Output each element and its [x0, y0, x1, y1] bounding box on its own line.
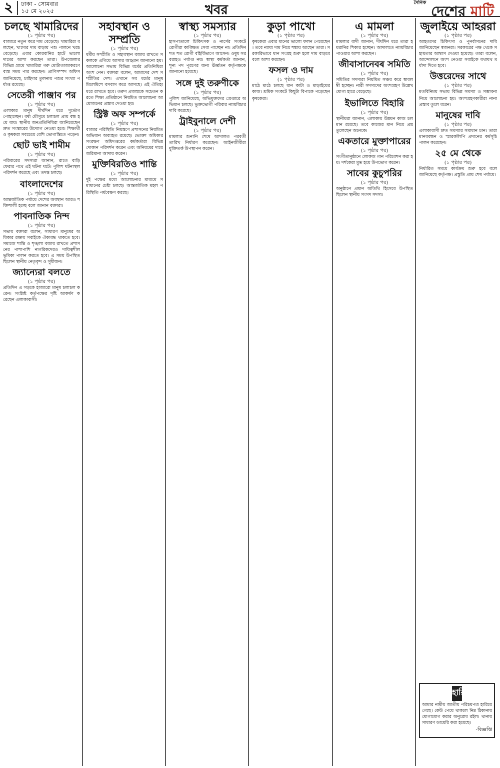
article-headline: স্ট্রিক্ট অফ সম্পর্কে [93, 109, 156, 120]
article-headline: স্বাস্থ্য সমস্যার [178, 20, 237, 33]
article-headline: একতারে মুক্তাপারের [338, 136, 411, 147]
article-body: নির্ধারিত সময়ে কার্যক্রম শুরু হবে বলে জানিয়েছে কর্তৃপক্ষ। প্রস্তুতি প্রায় শেষ পর্যায়ে। [419, 167, 497, 179]
column-1 [3, 18, 80, 766]
article-body: বাজার পরিস্থিতি নিয়ন্ত্রণে প্রশাসনের নিয়মিত অভিযান অব্যাহত রয়েছে। ভোক্তা অধিকার সংরক্ষণ অধিদপ্তরের কর্মকর্তারা বিভিন্ন দোকান পরিদর্শন করেন এবং অনিয়মের দায়ে জরিমানা আদায় করেন। [86, 127, 163, 158]
article [3, 20, 80, 89]
article-headline: জ্যান্যেরা বলতে [12, 268, 71, 279]
article-headline: চলছে খামারিদের [4, 20, 79, 33]
article [336, 169, 413, 199]
article-headline: উত্তরেদের সাথে [429, 72, 487, 83]
article-headline: সেতেরী পাঞ্জাব পর [7, 90, 76, 101]
article-body: কৃষকেরা এবার ধানের ভালো ফলন পেয়েছেন। তবে ন্যায্য দাম নিয়ে শঙ্কায় আছেন তারা। সরকারিভাবে ধান সংগ্রহ শুরু হলে দাম বাড়বে বলে আশা করছেন। [252, 40, 330, 64]
article [3, 141, 80, 177]
column-5 [336, 18, 413, 766]
brand-name: দেশের [431, 4, 466, 20]
article-headline: জীবাসানেবৰ সমিতি [338, 60, 411, 71]
article-headline: ২৫ মে থেকে [435, 149, 481, 160]
article-body: সমিতির সদস্যরা নিয়মিত সঞ্চয় করে স্বাবলম্বী হচ্ছেন। নারী সদস্যদের অংশগ্রহণ উল্লেখযোগ্য হারে বেড়েছে। [336, 78, 413, 96]
date-line-1: ঢাকা - সোমবার [21, 1, 59, 8]
article [336, 20, 413, 58]
article-continuation: (১ পৃষ্ঠার পর) [27, 152, 56, 159]
article-headline: জুলাইয়ে আহররা [420, 20, 496, 33]
article [169, 79, 246, 115]
article [419, 111, 497, 147]
article-body: প্রতিদিন এ সড়কে হাজারো মানুষ চলাচল করেন। সংশ্লিষ্ট কর্তৃপক্ষের দৃষ্টি আকর্ষণ করেছেন এলাকাবাসী। [3, 286, 80, 304]
article-body: ধর্মীয় সম্প্রীতি ও সহাবস্থান বজায় রাখতে সকলকে এগিয়ে আসার আহ্বান জানানো হয়। আলোচনা সভায় বিভিন্ন ধর্মের প্রতিনিধিরা অংশ নেন। বক্তারা বলেন, আমাদের দেশ সম্প্রীতির দেশ। এখানে সব ধর্মের মানুষ মিলেমিশে বসবাস করে আসছে। এই ঐতিহ্য ধরে রাখতে হবে। তরুণ প্রজন্মকে সচেতন করতে শিক্ষা প্রতিষ্ঠানে নিয়মিত আলোচনা আয়োজনের প্রস্তাব দেওয়া হয়। [86, 53, 163, 107]
notice-title: হারিয়েছে [452, 686, 462, 701]
article-body: এলাকার মানুষ দীর্ঘদিন ধরে দুর্ভোগ পোহাচ্ছেন। বর্ষা মৌসুমে চলাচল প্রায় বন্ধ হয়ে যায়। স্থানীয় জনপ্রতিনিধিরা জানিয়েছেন দ্রুত সংস্কারের উদ্যোগ নেওয়া হবে। শিক্ষার্থী ও কৃষকরা সবচেয়ে বেশি ভোগান্তিতে পড়েন। [3, 108, 80, 139]
article-headline: ট্রাইবুনালে দেশী [179, 116, 236, 127]
article-continuation: (১ পৃষ্ঠার পর) [360, 33, 389, 39]
notice-text: আমার নামীয় জাতীয় পরিচয়পত্র হারিয়ে গেছে। কেউ পেয়ে থাকলে নিম্ন ঠিকানায় যোগাযোগ করার অনুরোধ রইল। থানায় সাধারণ ডায়েরি করা হয়েছে। [422, 703, 492, 727]
article-continuation: (১ পৃষ্ঠার পর) [360, 147, 389, 154]
article-body: স্থানীয়রা জানান, এলাকায় উন্নয়ন কাজ চলমান রয়েছে। তবে কাজের মান নিয়ে প্রশ্ন তুলেছেন অনেকে। [336, 116, 413, 134]
article [252, 20, 330, 64]
notice-frame [419, 683, 495, 738]
article-headline: ফসল ও দাম [268, 66, 314, 77]
notice-signature: -বিজ্ঞপ্তি [475, 727, 492, 734]
article-body: হাসপাতালে চিকিৎসক ও নার্সের সংকটে রোগীরা কাঙ্ক্ষিত সেবা পাচ্ছেন না। প্রতিদিন শত শত রোগী বহির্বিভাগে আসেন। ওষুধ সরবরাহও পর্যাপ্ত নয়। স্বাস্থ্য কর্মকর্তা জানান, শূন্য পদ পূরণের জন্য ঊর্ধ্বতন কর্তৃপক্ষকে জানানো হয়েছে। [169, 40, 246, 76]
article-continuation: (১ পৃষ্ঠার পর) [193, 33, 222, 39]
article-body: সংগীতানুষ্ঠানে লোকজ গান পরিবেশন করা হয়। দর্শকেরা মুগ্ধ হয়ে উপভোগ করেন। [336, 154, 413, 166]
column-rule [82, 18, 83, 766]
brand-prefix: দৈনিক [413, 0, 427, 6]
column-4 [252, 18, 330, 766]
article [419, 20, 497, 70]
article [336, 99, 413, 135]
article-body: এলাকাবাসী দ্রুত সমস্যার সমাধান চান। তারা মানববন্ধন ও স্মারকলিপি প্রদানের কর্মসূচি পালন করেছেন। [419, 128, 497, 146]
article-headline: বাংলাদেশের [19, 179, 64, 190]
article-body: অনুষ্ঠানে প্রধান অতিথি হিসেবে উপস্থিত ছিলেন স্থানীয় সংসদ সদস্য। [336, 187, 413, 199]
article-headline: সাবের কুচুপরির [346, 169, 402, 180]
article [86, 110, 163, 158]
article-headline: মুক্তিবিরতিও শান্তি [92, 160, 157, 171]
article [3, 91, 80, 139]
article-continuation: (১ পৃষ্ঠার পর) [360, 71, 389, 78]
page-number: ২ [4, 0, 14, 16]
article-headline: সহাবস্থান ও সম্প্রতি [98, 20, 151, 46]
article-body: পরিবারের সদস্যরা জানান, রাতে বাড়ি ফেরার পথে এই ঘটনা ঘটে। পুলিশ ঘটনাস্থল পরিদর্শন করেছে এবং তদন্ত চলছে। [3, 159, 80, 177]
article [419, 72, 497, 108]
article-body: দুই পক্ষের মধ্যে আলোচনার মাধ্যমে সমাধানের চেষ্টা চলছে। আন্তর্জাতিক মহল পরিস্থিতি পর্যবেক্ষণ করছে। [86, 178, 163, 196]
column-rule [248, 18, 249, 766]
column-3 [169, 18, 246, 766]
article-continuation: (১ পৃষ্ঠার পর) [193, 89, 222, 96]
article [336, 137, 413, 167]
article-body: মামলার বাদী জানান, দীর্ঘদিন ধরে তারা হয়রানির শিকার হচ্ছেন। আদালতে ন্যায়বিচার পাওয়ার আশা করছেন। [336, 40, 413, 58]
column-rule [332, 18, 333, 766]
article-continuation: (১ পৃষ্ঠার পর) [27, 190, 56, 197]
article-headline: পাবনাতিক নিন্দ [13, 211, 70, 222]
notice-box [419, 680, 495, 764]
article-continuation: (১ পৃষ্ঠার পর) [444, 33, 472, 39]
article [3, 212, 80, 267]
column-rule [415, 18, 416, 766]
article-body: বাজারে নতুন করে দাম বেড়েছে। খামারিরা বলছেন, খাদ্যের দাম বাড়ায় পশু পালনে খরচ বেড়েছে। এবার কোরবানির হাটে ভালো দামের আশা করছেন তারা। উপজেলার বিভিন্ন গ্রামে খামারিরা গরু মোটাতাজাকরণে ব্যস্ত সময় পার করছেন। প্রাণিসম্পদ অফিস জানিয়েছে, চাহিদার তুলনায় পশুর সংখ্যা পর্যাপ্ত রয়েছে। [3, 40, 80, 88]
article-body: মাঠে মাঠে চলছে ধান কাটা ও মাড়াইয়ের কাজ। শ্রমিক সংকটে কিছুটা বিপাকে পড়েছেন কৃষকেরা। [252, 84, 330, 102]
article-continuation: (১ পৃষ্ঠার পর) [27, 33, 56, 39]
article-headline: এ মামলা [355, 20, 394, 33]
article [86, 160, 163, 196]
article [252, 66, 330, 102]
article [419, 149, 497, 179]
article-headline: ইভালিতে বিহারি [344, 98, 405, 109]
article-continuation: (১ পৃষ্ঠার পর) [27, 279, 56, 286]
article-headline: মানুষের দাবি [435, 110, 481, 121]
column-6 [419, 18, 497, 678]
article-body: সভায় বক্তারা বলেন, সাধারণ মানুষের অধিকার রক্ষায় সবাইকে ঐক্যবদ্ধ থাকতে হবে। সমাজে শান্তি ও শৃঙ্খলা বজায় রাখতে প্রশাসনের পাশাপাশি নাগরিকদেরও দায়িত্বশীল ভূমিকা পালন করতে হবে। এ সময় উপস্থিত ছিলেন স্থানীয় নেতৃবৃন্দ ও সুধীজন। [3, 229, 80, 266]
article-body: মামলার শুনানি শেষে আদালত পরবর্তী তারিখ নির্ধারণ করেছেন। আইনজীবীরা যুক্তিতর্ক উপস্থাপন করেন। [169, 134, 246, 153]
article-continuation: (১ পৃষ্ঠার পর) [360, 180, 389, 187]
article-continuation: (১ পৃষ্ঠার পর) [27, 222, 56, 229]
article [3, 180, 80, 210]
article [169, 20, 246, 77]
article-continuation: (১ পৃষ্ঠার পর) [110, 171, 139, 178]
article-continuation: (১ পৃষ্ঠার পর) [277, 77, 305, 84]
article-continuation: (১ পৃষ্ঠার পর) [360, 109, 389, 116]
article-headline: কুড়া পাখো [266, 20, 316, 33]
article-continuation: (১ পৃষ্ঠার পর) [110, 120, 139, 127]
article-body: আহতদের চিকিৎসা ও পুনর্বাসনের দাবি জানিয়েছেন স্বজনরা। সরকারের পক্ষ থেকে সহায়তার আশ্বাস দেওয়া হয়েছে। তারা বলেন, আন্দোলনে অংশ নেওয়া সবাইকে যথাযথ মর্যাদা দিতে হবে। [419, 40, 497, 70]
masthead [0, 0, 500, 20]
article-continuation: (১ পৃষ্ঠার পর) [110, 46, 139, 52]
article [169, 117, 246, 153]
brand-tail: মাটি [470, 4, 494, 20]
article-body: পুলিশ জানিয়েছে, অভিযুক্তদের গ্রেপ্তারে অভিযান চলছে। ভুক্তভোগী পরিবার ন্যায়বিচার দাবি করেছে। [169, 96, 246, 114]
column-2 [86, 18, 163, 766]
section-title: খবর [205, 3, 228, 18]
article-headline: ছোট ভাই শামীম [12, 141, 71, 152]
article-body: মতবিনিময় সভায় বিভিন্ন সমস্যা ও সম্ভাবনা নিয়ে আলোচনা হয়। অংশগ্রহণকারীরা নানা প্রস্তাব তুলে ধরেন। [419, 90, 497, 108]
article-continuation: (১ পৃষ্ঠার পর) [27, 101, 56, 108]
article [3, 268, 80, 304]
date-line-2: ১৫ মে ২০২৫ [21, 8, 55, 15]
column-rule [165, 18, 166, 766]
article [336, 60, 413, 96]
article [86, 20, 163, 108]
article-body: আন্তর্জাতিক পর্যায়ে দেশের অবস্থান আরও শক্তিশালী হচ্ছে বলে জানান বক্তারা। [3, 197, 80, 209]
article-continuation: (১ পৃষ্ঠার পর) [444, 160, 472, 167]
article-continuation: (১ পৃষ্ঠার পর) [444, 83, 472, 90]
date-box [17, 1, 58, 15]
article-continuation: (১ পৃষ্ঠার পর) [277, 33, 305, 39]
article-headline: সঙ্গে দুই তরুণীকে [176, 78, 239, 89]
article-continuation: (১ পৃষ্ঠার পর) [193, 127, 222, 134]
article-continuation: (১ পৃষ্ঠার পর) [444, 121, 472, 128]
